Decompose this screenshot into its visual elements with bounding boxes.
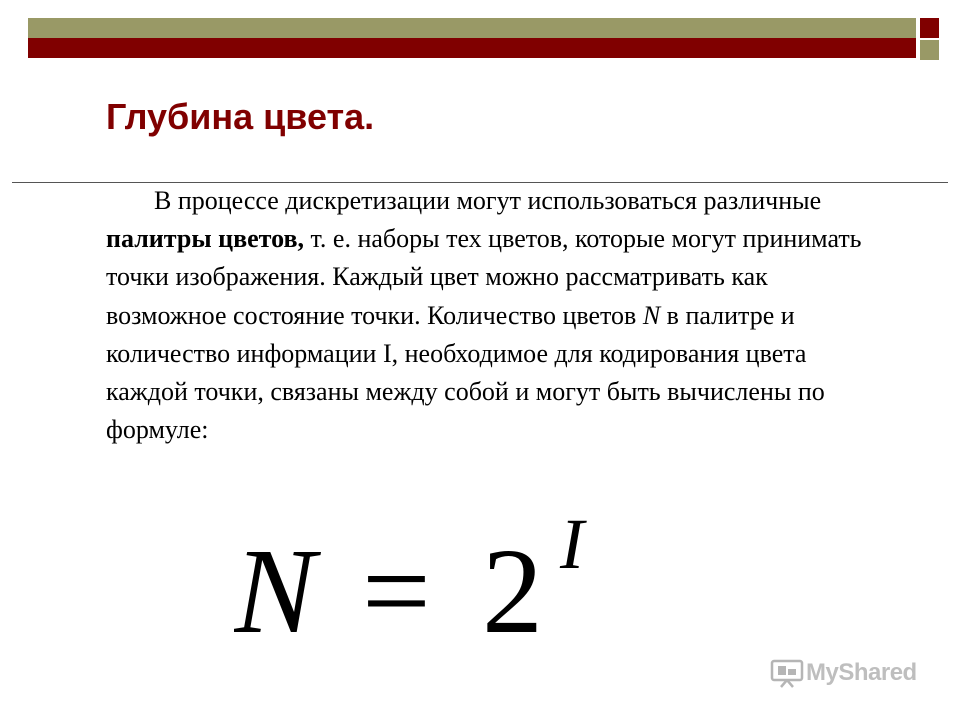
corner-square-dark	[920, 18, 939, 38]
corner-square-olive	[920, 40, 939, 60]
formula	[234, 520, 594, 650]
formula-lhs: N	[234, 524, 316, 650]
body-bold-term: палитры цветов,	[106, 224, 305, 254]
header-stripe-olive	[28, 18, 916, 38]
header-stripe-dark	[28, 38, 916, 58]
slide-title: Глубина цвета.	[106, 96, 375, 137]
body-italic-var: N	[642, 300, 661, 330]
header-decoration	[0, 0, 960, 72]
formula-exponent: I	[560, 520, 584, 584]
body-text-part2: т. е. наборы тех цветов, которые могут принимать точки изображения. Каждый цвет можно рассматривать как возможное состояние точки. Количество цветов	[106, 224, 862, 330]
body-text-part1: В процессе дискретизации могут использоваться различные	[154, 186, 822, 215]
watermark	[770, 656, 917, 690]
formula-equals: =	[362, 524, 431, 650]
formula-base: 2	[482, 524, 543, 650]
watermark-text: MyShared	[806, 659, 917, 686]
body-text-part3: в палитре и количество информации I, необходимое для кодирования цвета каждой точки, связаны между собой и могут быть вычислены по формуле:	[106, 300, 825, 445]
slide-body-text	[106, 182, 866, 449]
presentation-board-icon	[770, 658, 804, 688]
